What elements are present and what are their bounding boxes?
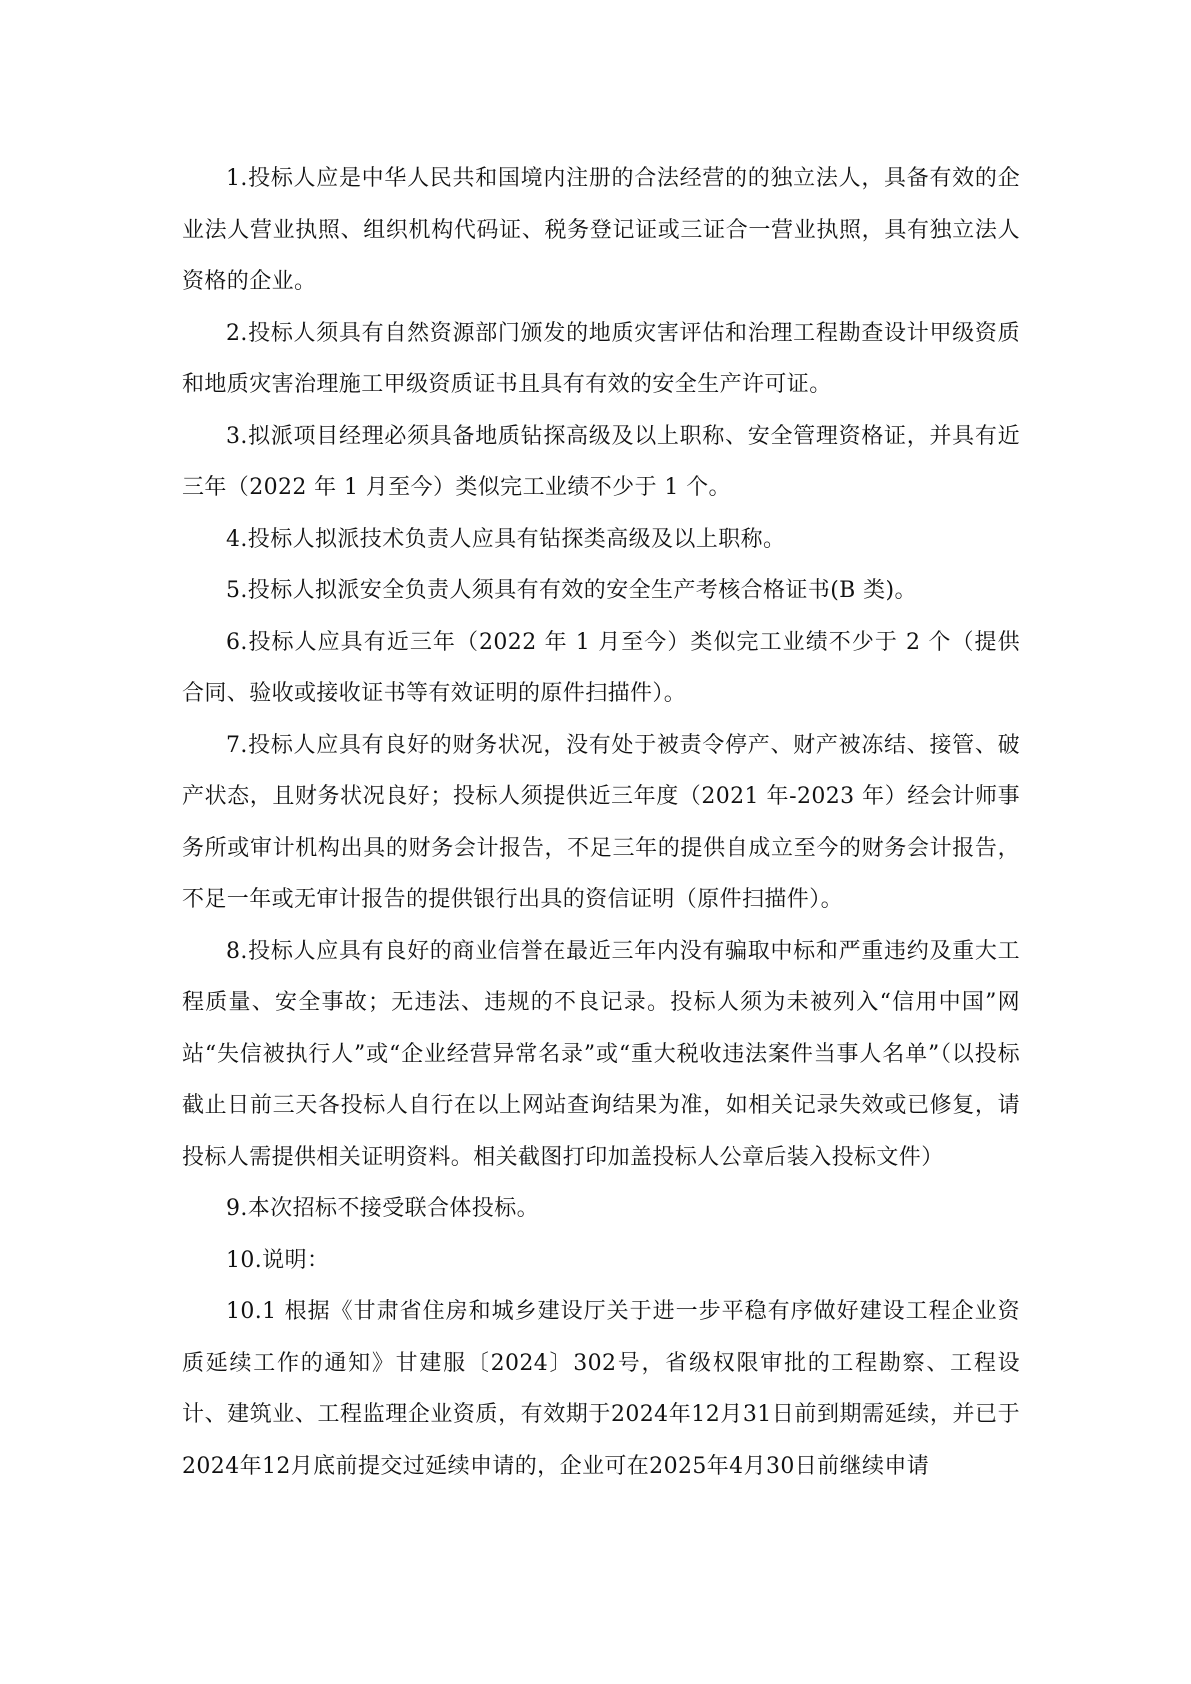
paragraph-1: 1.投标人应是中华人民共和国境内注册的合法经营的的独立法人，具备有效的企业法人营业执照、组织机构代码证、税务登记证或三证合一营业执照，具有独立法人资格的企业。: [182, 166, 1020, 294]
paragraph-9: 9.本次招标不接受联合体投标。: [226, 1196, 539, 1221]
paragraph-10-1: 10.1 根据《甘肃省住房和城乡建设厅关于进一步平稳有序做好建设工程企业资质延续工作的通知》甘建服〔2024〕302号，省级权限审批的工程勘察、工程设计、建筑业、工程监理企业资质，有效期于2024年12月31日前到期需延续，并已于2024年12月底前提交过延续申请的，企业可在2025年4月30日前继续申请: [182, 1299, 1020, 1479]
paragraph-5: 5.投标人拟派安全负责人须具有有效的安全生产考核合格证书(B 类)。: [226, 578, 917, 603]
paragraph-2: 2.投标人须具有自然资源部门颁发的地质灾害评估和治理工程勘查设计甲级资质和地质灾害治理施工甲级资质证书且具有有效的安全生产许可证。: [182, 320, 1020, 397]
paragraph-8: 8.投标人应具有良好的商业信誉在最近三年内没有骗取中标和严重违约及重大工程质量、安全事故；无违法、违规的不良记录。投标人须为未被列入“信用中国”网站“失信被执行人”或“企业经营异常名录”或“重大税收违法案件当事人名单”（以投标截止日前三天各投标人自行在以上网站查询结果为准，如相关记录失效或已修复，请投标人需提供相关证明资料。相关截图打印加盖投标人公章后装入投标文件）: [182, 938, 1020, 1170]
paragraph-4: 4.投标人拟派技术负责人应具有钻探类高级及以上职称。: [226, 526, 786, 552]
paragraph-6: 6.投标人应具有近三年（2022 年 1 月至今）类似完工业绩不少于 2 个（提供合同、验收或接收证书等有效证明的原件扫描件）。: [182, 629, 1020, 706]
paragraph-7: 7.投标人应具有良好的财务状况，没有处于被责令停产、财产被冻结、接管、破产状态，且财务状况良好；投标人须提供近三年度（2021 年-2023 年）经会计师事务所或审计机构出具的财务会计报告，不足三年的提供自成立至今的财务会计报告，不足一年或无审计报告的提供银行出具的资信证明（原件扫描件）。: [182, 732, 1020, 912]
document-body: [182, 153, 1020, 1492]
paragraph-10: 10.说明：: [226, 1247, 330, 1273]
paragraph-3: 3.拟派项目经理必须具备地质钻探高级及以上职称、安全管理资格证，并具有近三年（2022 年 1 月至今）类似完工业绩不少于 1 个。: [182, 423, 1020, 500]
